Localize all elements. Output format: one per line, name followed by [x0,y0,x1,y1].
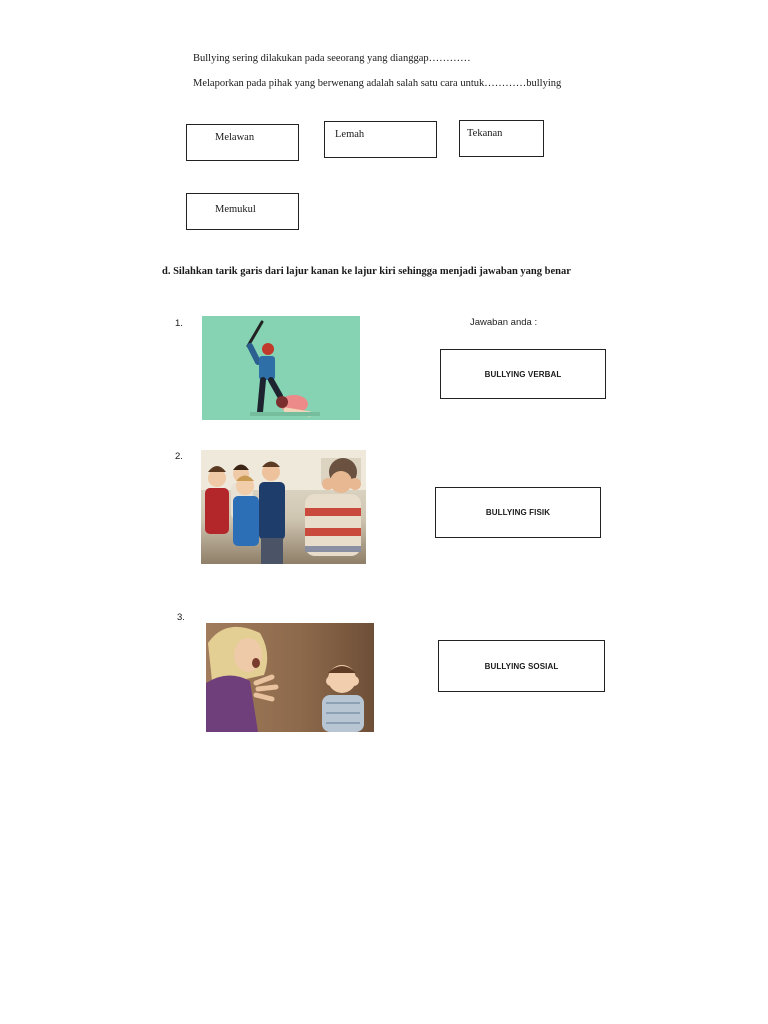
option-label: Lemah [335,129,365,140]
section-d-instruction: d. Silahkan tarik garis dari lajur kanan ke lajur kiri sehingga menjadi jawaban yang benar [162,266,571,277]
picture-3-woman-shouting [206,623,374,732]
answer-box-bullying-verbal[interactable]: BULLYING VERBAL [440,349,606,399]
item-number-3: 3. [177,612,185,623]
picture-1-physical-bullying [202,316,360,420]
answer-label: Jawaban anda : [470,317,538,328]
option-label: Tekanan [467,128,503,139]
question-1: Bullying sering dilakukan pada seeorang yang dianggap………… [193,53,471,64]
question-2: Melaporkan pada pihak yang berwenang adalah salah satu cara untuk…………bullying [193,78,562,89]
option-box-memukul[interactable] [186,193,299,230]
picture-2-children-teasing [201,450,366,564]
item-number-2: 2. [175,451,183,462]
answer-box-bullying-fisik[interactable]: BULLYING FISIK [435,487,601,538]
option-box-lemah[interactable] [324,121,437,158]
item-number-1: 1. [175,318,183,329]
option-box-melawan[interactable] [186,124,299,161]
option-label: Melawan [215,132,255,143]
answer-box-bullying-sosial[interactable]: BULLYING SOSIAL [438,640,605,692]
option-box-tekanan[interactable] [459,120,544,157]
option-label: Memukul [215,204,256,215]
